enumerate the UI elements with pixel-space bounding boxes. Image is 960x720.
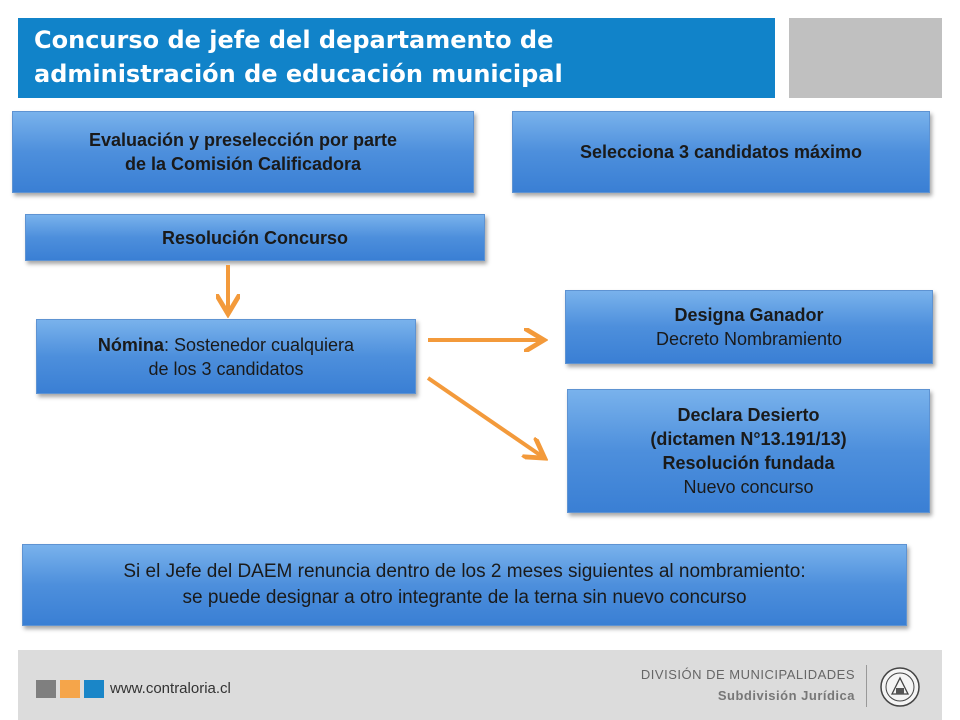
node-declara-line-2: (dictamen N°13.191/13) — [650, 429, 847, 449]
footer-division: DIVISIÓN DE MUNICIPALIDADES — [640, 667, 855, 682]
node-resolucion-text: Resolución Concurso — [161, 227, 349, 248]
node-declara-line-1: Declara Desierto — [677, 405, 820, 425]
node-evaluacion-line-1: Evaluación y preselección por parte — [88, 130, 398, 150]
node-renuncia-line-2: se puede designar a otro integrante de la terna sin nuevo concurso — [182, 587, 747, 608]
node-nomina-bold: Nómina — [97, 334, 164, 355]
footer-url[interactable]: www.contraloria.cl — [110, 680, 231, 697]
node-nomina-rest: : Sostenedor cualquiera — [163, 334, 355, 355]
contraloria-seal-icon — [879, 666, 921, 708]
title-line-2: administración de educación municipal — [34, 60, 563, 88]
node-nomina-line-2: de los 3 candidatos — [148, 358, 304, 379]
node-designa-line-1: Designa Ganador — [674, 305, 824, 325]
footer-square-orange — [60, 680, 80, 698]
node-evaluacion-line-2: de la Comisión Calificadora — [124, 154, 362, 174]
footer-divider — [866, 665, 867, 707]
node-designa-line-2: Decreto Nombramiento — [655, 329, 843, 349]
arrow-nomina-to-declara — [428, 378, 543, 457]
node-renuncia-line-1: Si el Jefe del DAEM renuncia dentro de los 2 meses siguientes al nombramiento: — [123, 561, 806, 582]
footer-subdivision: Subdivisión Jurídica — [717, 688, 855, 703]
title-line-1: Concurso de jefe del departamento de — [34, 26, 554, 54]
footer-square-grey — [36, 680, 56, 698]
node-declara-line-4: Nuevo concurso — [683, 477, 814, 497]
footer-square-blue — [84, 680, 104, 698]
node-selecciona-text: Selecciona 3 candidatos máximo — [579, 142, 863, 162]
node-declara-line-3: Resolución fundada — [662, 453, 835, 473]
